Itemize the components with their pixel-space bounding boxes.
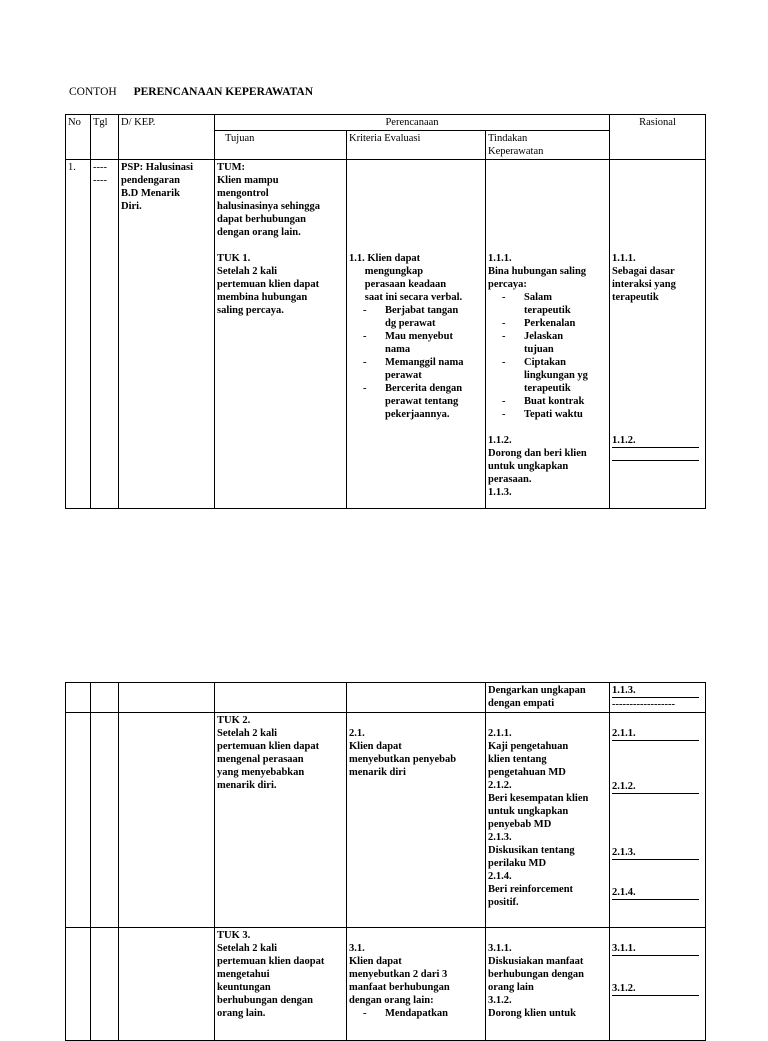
cell-tujuan: TUK 2. Setelah 2 kali pertemuan klien dapat mengenal perasaan yang menyebabkan menarik diri.: [215, 713, 347, 928]
list-item: - Perkenalan: [502, 317, 607, 330]
cell-diagnosa: PSP: Halusinasi pendengaran B.D Menarik Diri.: [119, 160, 215, 509]
cell-tindakan: 3.1.1. Diskusiakan manfaat berhubungan dengan orang lain 3.1.2. Dorong klien untuk: [486, 928, 610, 1041]
cell-kriteria: 3.1. Klien dapat menyebutkan 2 dari 3 manfaat berhubungan dengan orang lain: - Mendapatkan: [347, 928, 486, 1041]
list-item: - Bercerita dengan perawat tentang pekerjaannya.: [363, 382, 483, 421]
kriteria-list: [349, 304, 483, 421]
list-item: - Mau menyebut nama: [363, 330, 483, 356]
cell-no: 1.: [66, 160, 91, 509]
cell-tgl: ---- ----: [91, 160, 119, 509]
plan-row-tuk2: [66, 713, 706, 928]
col-tindakan-header: Tindakan Keperawatan: [486, 131, 610, 160]
plan-row-1: [66, 160, 706, 509]
list-item: - Ciptakan lingkungan yg terapeutik: [502, 356, 607, 395]
list-item: - Berjabat tangan dg perawat: [363, 304, 483, 330]
col-rasional-header: Rasional: [610, 115, 706, 160]
cell-tujuan: [215, 160, 347, 509]
tum-block: TUM: Klien mampu mengontrol halusinasinya sehingga dapat berhubungan dengan orang lain.: [217, 162, 321, 238]
header-row-1: [66, 115, 706, 131]
plan-table-page-2: [65, 682, 706, 1041]
list-item: - Buat kontrak: [502, 395, 607, 408]
col-tujuan-header: Tujuan: [215, 131, 347, 160]
title-main: PERENCANAAN KEPERAWATAN: [133, 86, 314, 98]
cell-tujuan: TUK 3. Setelah 2 kali pertemuan klien daopat mengetahui keuntungan berhubungan dengan orang lain.: [215, 928, 347, 1041]
kriteria-list: [349, 1007, 483, 1020]
document-title: [69, 86, 313, 98]
plan-row-continued: [66, 683, 706, 713]
title-prefix: CONTOH: [69, 86, 117, 98]
tindakan-list: [488, 291, 607, 421]
col-no-header: No: [66, 115, 91, 160]
col-tgl-header: Tgl: [91, 115, 119, 160]
cell-rasional: 1.1.1. Sebagai dasar interaksi yang terapeutik 1.1.2.: [610, 160, 706, 509]
cell-tindakan: Dengarkan ungkapan dengan empati: [486, 683, 610, 713]
cell-kriteria: 1.1. Klien dapat mengungkap perasaan keadaan saat ini secara verbal. - Berjabat tangan dg perawat - Mau menyebut nama - Memanggil nama perawat - Bercerita dengan perawat tentang pekerjaannya.: [347, 160, 486, 509]
cell-rasional: 1.1.3. ------------------: [610, 683, 706, 713]
col-dkep-header: D/ KEP.: [119, 115, 215, 160]
col-kriteria-header: Kriteria Evaluasi: [347, 131, 486, 160]
tuk1-block: TUK 1. Setelah 2 kali pertemuan klien dapat membina hubungan saling percaya.: [217, 253, 320, 316]
list-item: - Mendapatkan: [363, 1007, 483, 1020]
cell-rasional: 3.1.1. 3.1.2.: [610, 928, 706, 1041]
list-item: - Memanggil nama perawat: [363, 356, 483, 382]
list-item: - Salam terapeutik: [502, 291, 607, 317]
cell-tindakan: 2.1.1. Kaji pengetahuan klien tentang pengetahuan MD 2.1.2. Beri kesempatan klien untuk ungkapkan penyebab MD 2.1.3. Diskusikan tentang perilaku MD 2.1.4. Beri reinforcement positif.: [486, 713, 610, 928]
list-item: - Jelaskan tujuan: [502, 330, 607, 356]
cell-kriteria: 2.1. Klien dapat menyebutkan penyebab menarik diri: [347, 713, 486, 928]
list-item: - Tepati waktu: [502, 408, 607, 421]
cell-tindakan: 1.1.1. Bina hubungan saling percaya: - Salam terapeutik - Perkenalan - Jelaskan tujuan - Ciptakan lingkungan yg terapeutik - Buat kontrak - Tepati waktu 1.1.2. Dorong dan beri klien untuk ungkapkan perasaan. 1.1.3.: [486, 160, 610, 509]
col-perencanaan-header: Perencanaan: [215, 115, 610, 131]
plan-table-page-1: [65, 114, 706, 509]
cell-rasional: 2.1.1. 2.1.2. 2.1.3. 2.1.4.: [610, 713, 706, 928]
